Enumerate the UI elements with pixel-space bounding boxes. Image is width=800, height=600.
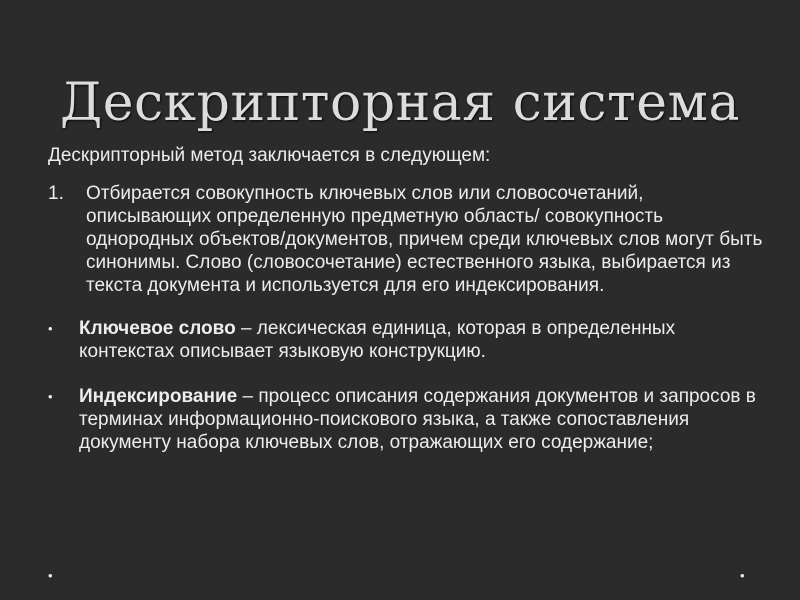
footer-bullet-right: • [740,568,745,583]
intro-text: Дескрипторный метод заключается в следующем: [48,145,491,166]
slide-body [48,144,768,476]
bullet-term: Индексирование [79,386,238,407]
numbered-item [48,182,768,297]
footer-bullet-left: • [48,568,53,583]
numbered-item-text: Отбирается совокупность ключевых слов или словосочетаний, описывающих определенную предметную область/ совокупность однородных объектов/документов, причем среди ключевых слов могут быть синонимы. Слово (словосочетание) естественного языка, выбирается из текста документа и используется для его индексирования. [86,183,763,296]
bullet-term: Ключевое слово [79,318,236,339]
slide-title: Дескрипторная система [59,73,741,133]
bullet-definition: – лексическая единица, которая в определенных контекстах описывает языковую конструкцию. [79,318,676,362]
bullet-item-indexing [48,385,768,454]
bullet-marker: • [48,389,53,404]
bullet-definition: – процесс описания содержания документов и запросов в терминах информационно-поискового языка, а также сопоставления документу набора ключевых слов, отражающих его содержание; [79,386,756,453]
bullet-marker: • [48,321,53,336]
numbered-item-marker: 1. [48,183,64,204]
bullet-item-keyword [48,317,768,363]
